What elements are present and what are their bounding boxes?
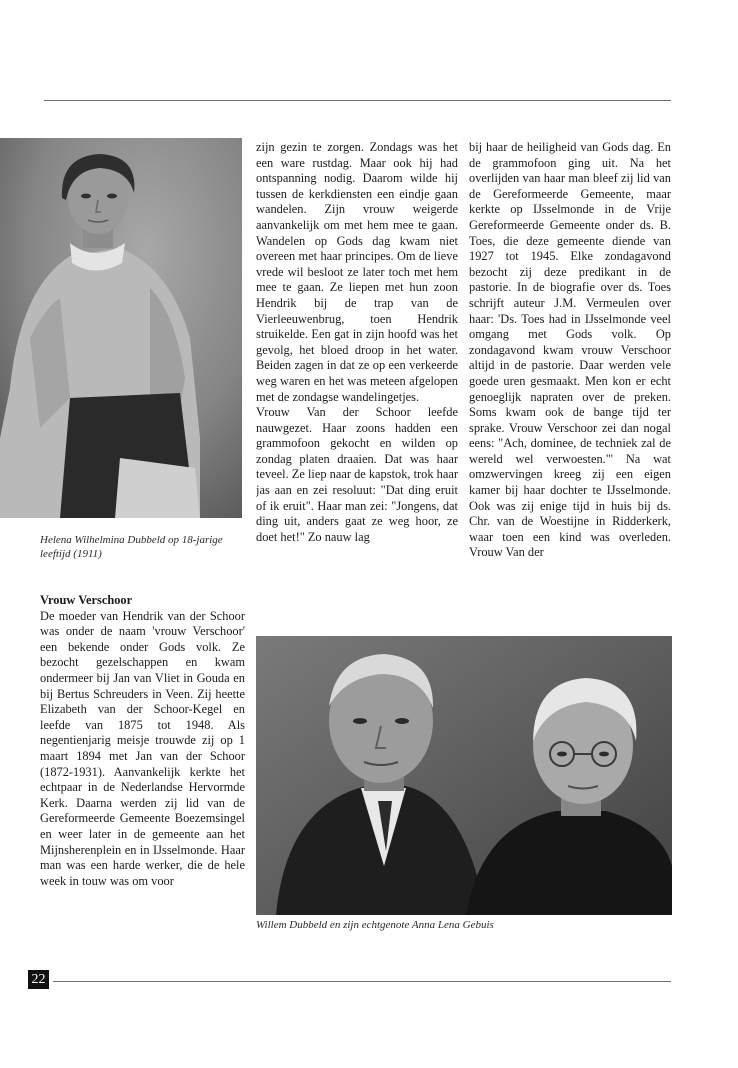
top-rule (44, 100, 671, 101)
couple-photo-drawing (256, 636, 672, 915)
column-1-paragraph: De moeder van Hendrik van der Schoor was onder de naam 'vrouw Verschoor' een bekende onder Gods volk. Ze bezocht gezelschappen en kwam ondermeer bij Jan van Vliet in Gouda en bij Bertus Schreuders in Veen. Zij heette Elizabeth van der Schoor-Kegel en leefde van 1875 tot 1948. Als negentienjarig meisje trouwde zij op 1 maart 1894 met Jan van der Schoor (1872-1931). Aanvankelijk kerkte het echtpaar in de Nederlandse Hervormde Kerk. Daarna werden zij lid van de Gereformeerde Gemeente Boezemsingel en weer later in de gemeente aan het Mijnsherenplein en in IJsselmonde. Haar man was een harde werker, die de hele week in touw was om voor (40, 608, 245, 888)
section-heading: Vrouw Verschoor (40, 593, 133, 607)
column-2-paragraph-1: zijn gezin te zorgen. Zondags was het een ware rustdag. Maar ook hij had ontspanning nodig. Daarom wilde hij tussen de kerkdiensten een eindje gaan wandelen. Zijn vrouw weigerde aanvankelijk om met hem mee te gaan. Wandelen op Gods dag kwam niet overeen met haar principes. Om de lieve vrede wil besloot ze later toch met hem mee te gaan. Ze liepen met hun zoon Hendrik bij de trap van de Vierleeuwenbrug, toen Hendrik struikelde. Een gat in zijn hoofd was het gevolg, het bloed droop in het water. Beiden zagen in dat ze op een verkeerde weg waren en het was meteen afgelopen met de zondagse wandelingetjes. (256, 140, 458, 404)
portrait-caption: Helena Wilhelmina Dubbeld op 18-jarige leeftijd (1911) (40, 534, 223, 560)
column-2-paragraph-2: Vrouw Van der Schoor leefde nauwgezet. Haar zoons hadden een grammofoon gekocht en wilden op zondag platen draaien. Dat was haar teveel. Ze liep naar de kapstok, trok haar jas aan en zei resoluut: "Dat ding eruit of ik eruit". Haar man zei: "Jongens, dat ding uit, anders gaat ze weg hoor, ze doet het!" Zo nauw lag (256, 405, 458, 544)
page-number: 22 (28, 970, 49, 989)
couple-caption: Willem Dubbeld en zijn echtgenote Anna Lena Gebuis (256, 919, 494, 931)
bottom-rule (53, 981, 671, 982)
article-column-1 (40, 593, 245, 889)
column-3-paragraph: bij haar de heiligheid van Gods dag. En de grammofoon ging uit. Na het overlijden van haar man bleef zij lid van de Gereformeerde Gemeente, maar kerkte op IJsselmonde in de Vrije Gereformeerde Gemeente onder ds. B. Toes, die deze gemeente diende van 1927 tot 1945. Elke zondagavond bezocht zij deze predikant in de pastorie. In de biografie over ds. Toes schrijft auteur J.M. Vermeulen over haar: 'Ds. Toes had in IJsselmonde veel omgang met Gods volk. Op zondagavond kwam vrouw Verschoor altijd in de pastorie. Daar werden vele goede uren gesmaakt. Men kon er echt genoeglijk napraten over de preken. Soms kwam ook de bange tijd ter sprake. Vrouw Verschoor zei dan nogal eens: "Ach, dominee, de techniek zal de wereld wel verwoesten."' Na wat omzwervingen kreeg zij een eigen kamer bij haar dochter te IJsselmonde. Ook was zij enige tijd in huis bij ds. Chr. van de Woestijne in Ridderkerk, waar toen een kind was overleden. Vrouw Van der (469, 140, 671, 560)
portrait-photo-drawing (0, 138, 242, 518)
portrait-photo-helena (0, 138, 242, 518)
article-column-2 (256, 140, 458, 610)
couple-photo (256, 636, 672, 915)
article-column-3 (469, 140, 671, 610)
